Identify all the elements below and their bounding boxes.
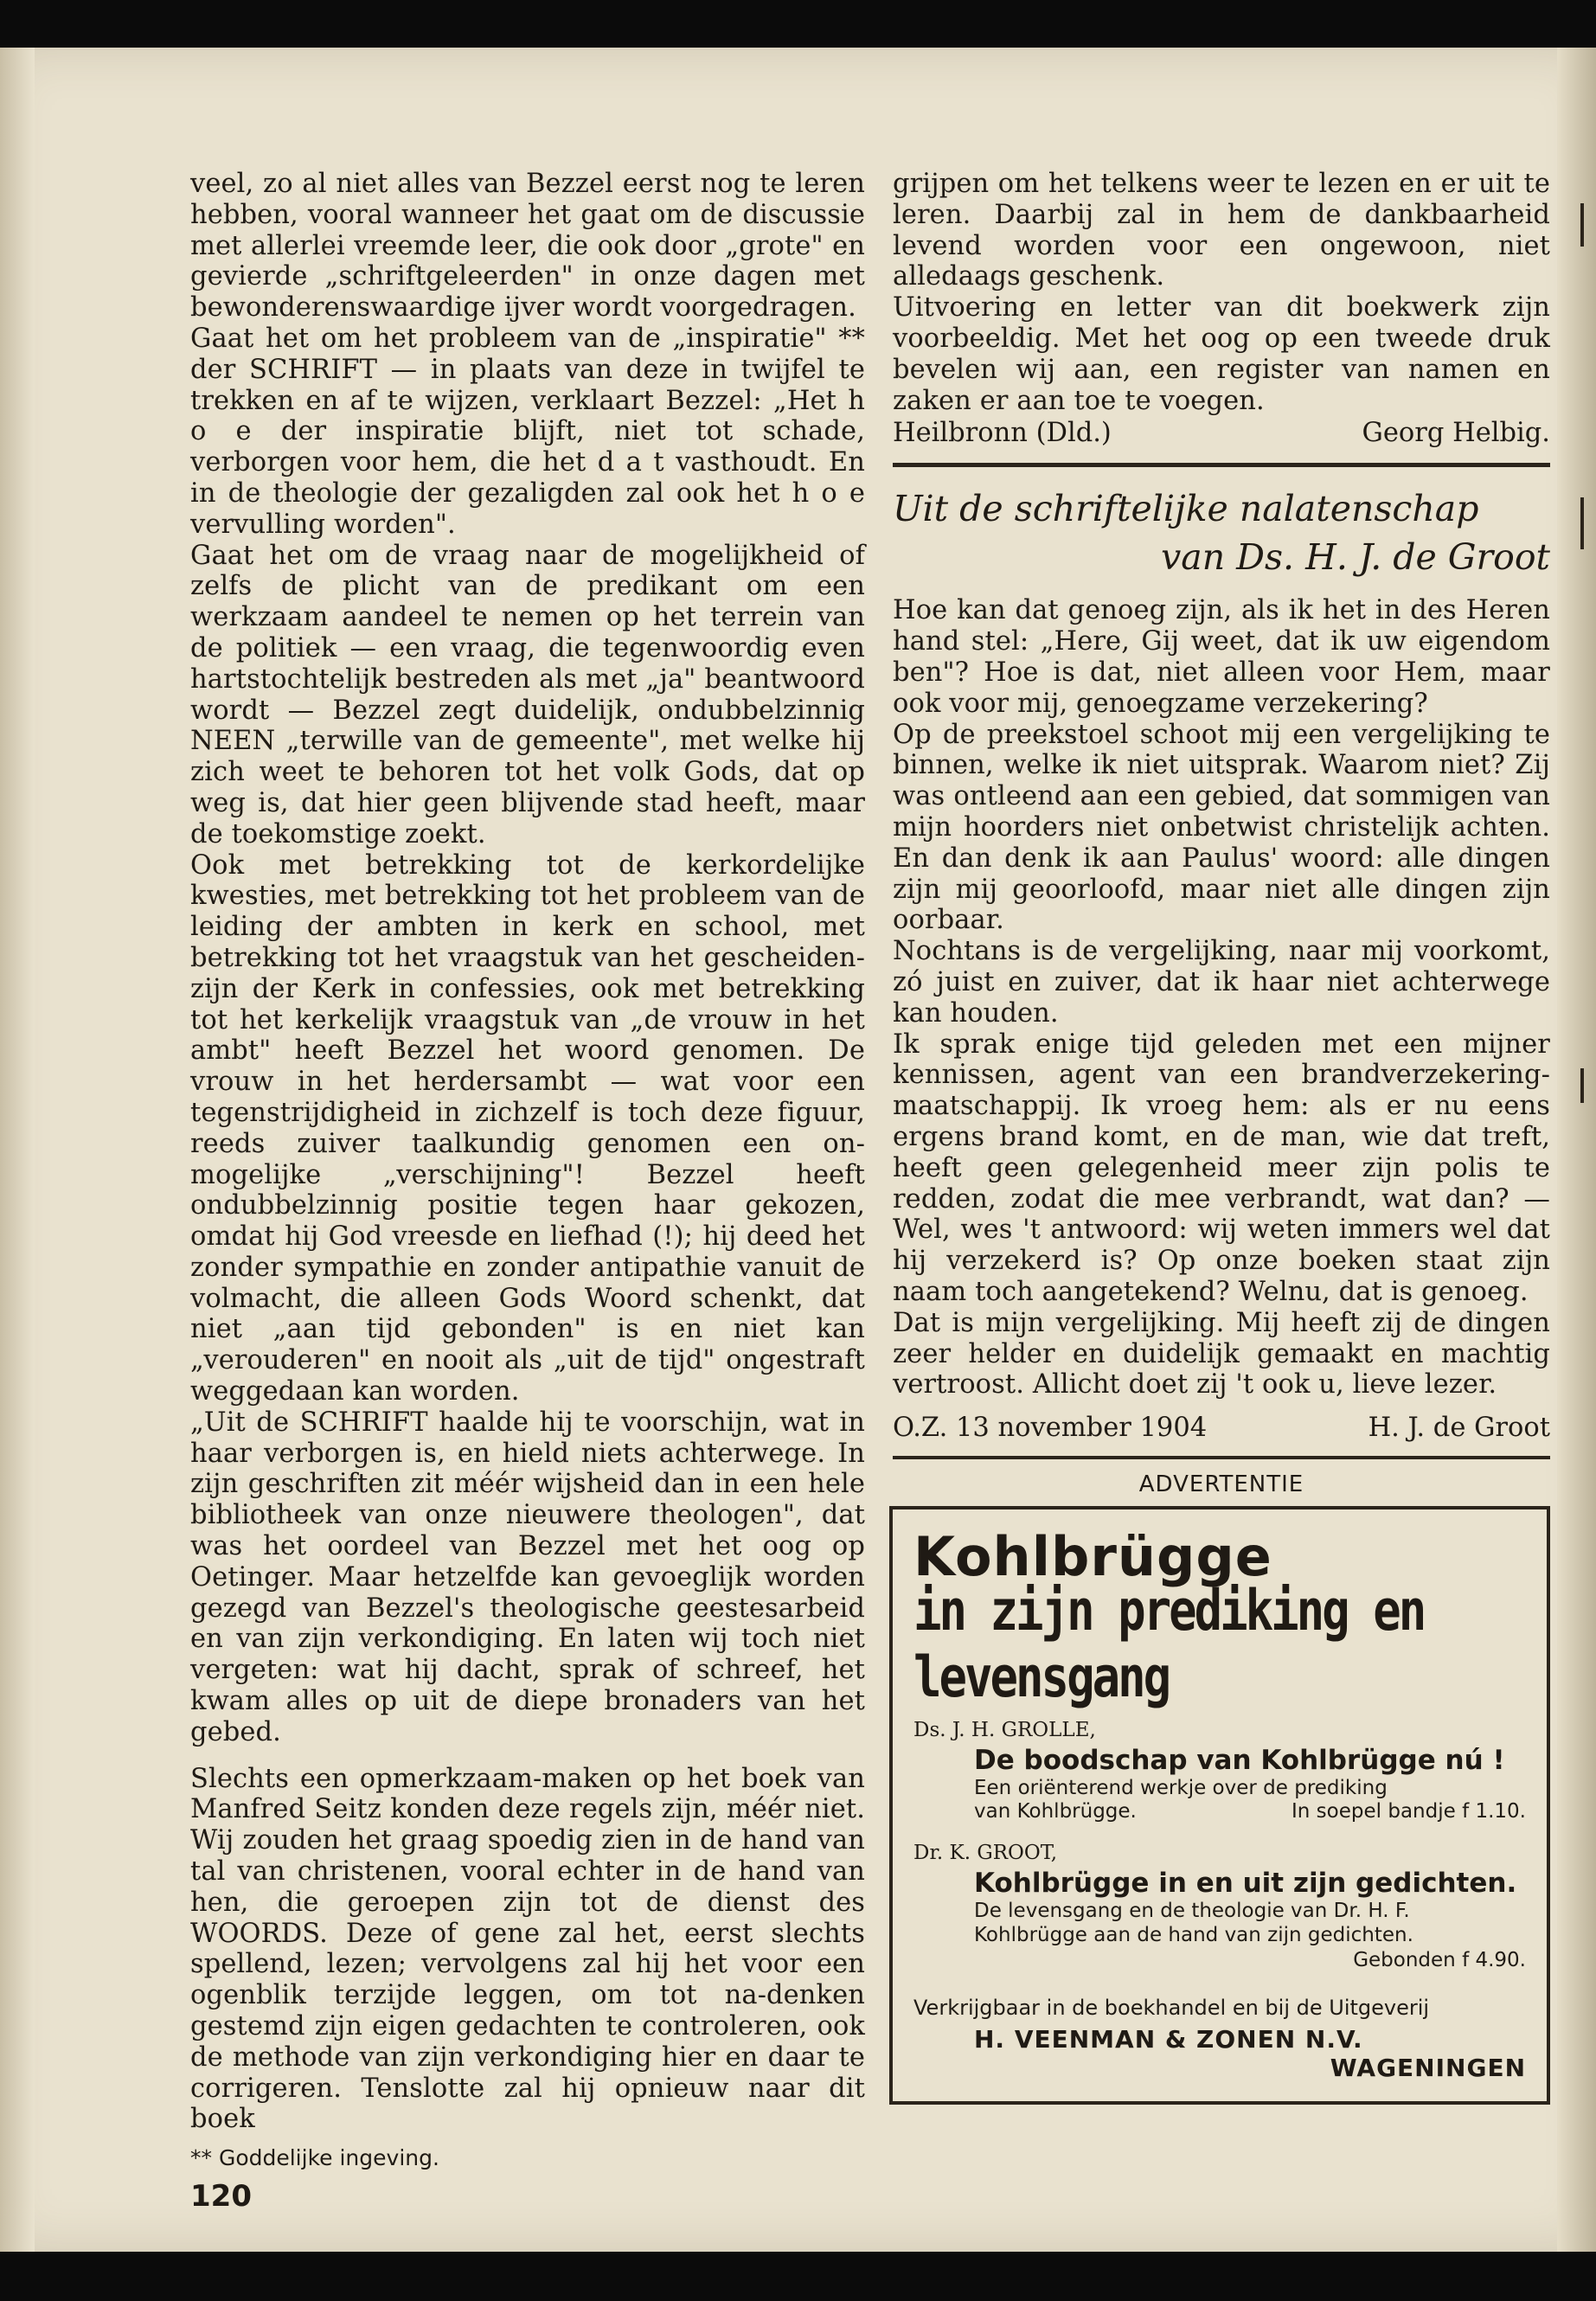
left-column	[190, 169, 865, 2214]
spine-mark	[1580, 203, 1584, 247]
article-signature	[893, 1413, 1550, 1444]
paragraph: Uitvoering en letter van dit boekwerk zijn voorbeeldig. Met het oog op een tweede druk bevelen wij aan, een register van namen en zaken er aan toe te voegen.	[893, 292, 1550, 416]
article-date: O.Z. 13 november 1904	[893, 1413, 1208, 1444]
paragraph: Slechts een opmerkzaam-maken op het boek van Manfred Seitz konden deze regels zijn, méér niet. Wij zouden het graag spoedig zien in de hand van tal van christenen, vooral echter in de hand van hen, die geroepen zijn tot de dienst des WOORDS. Deze of gene zal het, eerst slechts spellend, lezen; vervolgens zal hij het voor een ogenblik terzijde leggen, om tot na-denken gestemd zijn eigen gedachten te controleren, ook de methode van zijn verkondiging hier en daar te corrigeren. Tenslotte zal hij opnieuw naar dit boek	[190, 1763, 865, 2135]
right-column	[893, 169, 1550, 2105]
paragraph: Gaat het om het probleem van de „inspiratie" ** der SCHRIFT — in plaats van deze in twijfel te trekken en af te wijzen, verklaart Bezzel: „Het h o e der inspiratie blijft, niet tot schade, verborgen voor hem, die het d a t vasthoudt. En in de theologie der gezaligden zal ook het h o e vervulling worden".	[190, 323, 865, 540]
ad-book1-desc: Een oriënterend werkje over de prediking	[974, 1777, 1388, 1800]
paragraph: „Uit de SCHRIFT haalde hij te voorschijn, wat in haar verborgen is, en hield niets achterwege. In zijn geschriften zit méér wijsheid dan in een hele bibliotheek van onze nieuwere theologen", dat was het oordeel van Bezzel met het oog op Oetinger. Maar hetzelfde kan gevoeglijk worden gezegd van Bezzel's theologische geestesarbeid en van zijn verkondiging. En laten wij toch niet vergeten: wat hij dacht, sprak of schreef, het kwam alles op uit de diepe bronaders van het gebed.	[190, 1407, 865, 1747]
page-right-edge	[1557, 48, 1596, 2252]
ad-book2-price: Gebonden f 4.90.	[1353, 1949, 1526, 1972]
ad-book1-row	[974, 1800, 1526, 1823]
ad-availability: Verkrijgbaar in de boekhandel en bij de Uitgeverij	[913, 1996, 1430, 2021]
article-author: H. J. de Groot	[1368, 1413, 1550, 1444]
article-title-author: van Ds. H. J. de Groot	[1161, 536, 1550, 579]
ad-book1-title: De boodschap van Kohlbrügge nú !	[974, 1745, 1505, 1777]
ad-title: Kohlbrügge	[913, 1525, 1272, 1589]
ad-book2-desc: De levensgang en de theologie van Dr. H. F.	[974, 1900, 1410, 1923]
paragraph: Op de preekstoel schoot mij een vergelijking te binnen, welke ik niet uitsprak. Waarom niet? Zij was ontleend aan een gebied, dat sommigen van mijn hoorders niet onbetwist christelijk achten. En dan denk ik aan Paulus' woord: alle dingen zijn mij geoorloofd, maar niet alle dingen zijn oorbaar.	[893, 719, 1550, 936]
ad-book1-desc-2: van Kohlbrügge.	[974, 1800, 1137, 1823]
divider	[893, 1456, 1550, 1459]
ad-city: WAGENINGEN	[1330, 2054, 1526, 2083]
ad-book2-desc-2: Kohlbrügge aan de hand van zijn gedichten.	[974, 1924, 1413, 1947]
divider	[893, 463, 1550, 467]
ad-book2-title: Kohlbrügge in en uit zijn gedichten.	[974, 1868, 1517, 1900]
review-signature	[893, 418, 1550, 449]
paragraph: Ik sprak enige tijd geleden met een mijner kennissen, agent van een brandverzekering-maatschappij. Ik vroeg hem: als er nu eens ergens brand komt, en de man, wie dat treft, heeft geen gelegenheid meer zijn polis te redden, zodat die mee verbrandt, wat dan? — Wel, wes 't antwoord: wij weten immers wel dat hij verzekerd is? Op onze boeken staat zijn naam toch aangetekend? Welnu, dat is genoeg.	[893, 1029, 1550, 1307]
paragraph: Dat is mijn vergelijking. Mij heeft zij de dingen zeer helder en duidelijk gemaakt en machtig vertroost. Allicht doet zij 't ook u, lieve lezer.	[893, 1307, 1550, 1400]
page-left-edge	[0, 48, 35, 2252]
review-author: Georg Helbig.	[1362, 418, 1550, 449]
ad-book2-author: Dr. K. GROOT,	[913, 1842, 1058, 1865]
ad-subtitle: in zijn prediking en levensgang	[913, 1578, 1425, 1710]
advertisement-label: ADVERTENTIE	[1138, 1471, 1304, 1498]
review-place: Heilbronn (Dld.)	[893, 418, 1112, 449]
spine-mark	[1580, 1068, 1584, 1103]
ad-publisher: H. VEENMAN & ZONEN N.V.	[974, 2025, 1363, 2054]
article-title: Uit de schriftelijke nalatenschap	[893, 488, 1479, 530]
page	[0, 48, 1596, 2252]
page-number: 120	[190, 2179, 252, 2214]
ad-book1-author: Ds. J. H. GROLLE,	[913, 1719, 1096, 1742]
paragraph: veel, zo al niet alles van Bezzel eerst nog te leren hebben, vooral wanneer het gaat om de discussie met allerlei vreemde leer, die ook door „grote" en gevierde „schriftgeleerden" in onze dagen met bewonderenswaardige ijver wordt voorgedragen.	[190, 169, 865, 324]
paragraph: Nochtans is de vergelijking, naar mij voorkomt, zó juist en zuiver, dat ik haar niet achterwege kan houden.	[893, 936, 1550, 1029]
paragraph: grijpen om het telkens weer te lezen en er uit te leren. Daarbij zal in hem de dankbaarheid levend worden voor een ongewoon, niet alledaags geschenk.	[893, 169, 1550, 292]
spine-mark	[1580, 497, 1584, 549]
ad-book1-price: In soepel bandje f 1.10.	[1292, 1800, 1526, 1823]
advertisement-box	[889, 1506, 1550, 2105]
footnote: ** Goddelijke ingeving.	[190, 2145, 439, 2171]
paragraph: Gaat het om de vraag naar de mogelijkheid of zelfs de plicht van de predikant om een werkzaam aandeel te nemen op het terrein van de politiek — een vraag, die tegenwoordig even hartstochtelijk bestreden als met „ja" beantwoord wordt — Bezzel zegt duidelijk, ondubbelzinnig NEEN „terwille van de gemeente", met welke hij zich weet te behoren tot het volk Gods, dat op weg is, dat hier geen blijvende stad heeft, maar de toekomstige zoekt.	[190, 540, 865, 849]
paragraph: Ook met betrekking tot de kerkordelijke kwesties, met betrekking tot het probleem van de leiding der ambten in kerk en school, met betrekking tot het vraagstuk van het gescheiden-zijn der Kerk in confessies, ook met betrekking tot het kerkelijk vraagstuk van „de vrouw in het ambt" heeft Bezzel het woord genomen. De vrouw in het herdersambt — wat voor een tegenstrijdigheid in zichzelf is toch deze figuur, reeds zuiver taalkundig genomen een on-mogelijke „verschijning"! Bezzel heeft ondubbelzinnig positie tegen haar gekozen, omdat hij God vreesde en liefhad (!); hij deed het zonder sympathie en zonder antipathie vanuit de volmacht, die alleen Gods Woord schenkt, dat niet „aan tijd gebonden" is en niet kan „verouderen" en nooit als „uit de tijd" ongestraft weggedaan kan worden.	[190, 849, 865, 1407]
paragraph: Hoe kan dat genoeg zijn, als ik het in des Heren hand stel: „Here, Gij weet, dat ik uw eigendom ben"? Hoe is dat, niet alleen voor Hem, maar ook voor mij, genoegzame verzekering?	[893, 595, 1550, 719]
